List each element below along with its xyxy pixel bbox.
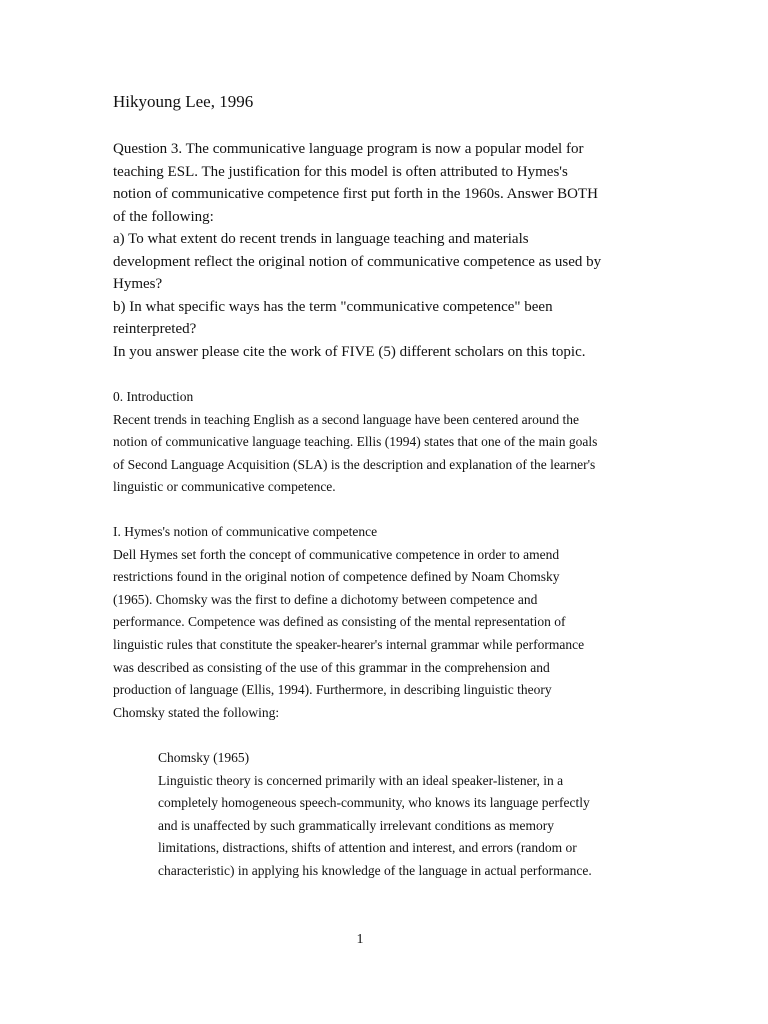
section-heading: 0. Introduction [113,389,194,404]
author-line: Hikyoung Lee, 1996 [113,92,254,111]
question-line: Question 3. The communicative language program is now a popular model for [113,141,584,157]
paragraph-line: linguistic rules that constitute the speaker-hearer's internal grammar while performance [113,636,585,652]
question-line: of the following: [113,208,214,225]
section-heading: I. Hymes's notion of communicative competence [113,524,378,539]
paragraph-line: Dell Hymes set forth the concept of communicative competence in order to amend [113,546,560,562]
quote-line: characteristic) in applying his knowledge of the language in actual performance. [158,862,592,878]
question-line: teaching ESL. The justification for this model is often attributed to Hymes's [113,163,568,180]
introduction-section [113,386,673,499]
quote-source: Chomsky (1965) [158,750,250,765]
quote-line: Linguistic theory is concerned primarily with an ideal speaker-listener, in a [158,772,564,788]
paragraph-line: restrictions found in the original notion of competence defined by Noam Chomsky [113,569,560,585]
paragraph-line: (1965). Chomsky was the first to define a dichotomy between competence and [113,591,538,607]
quote-line: limitations, distractions, shifts of attention and interest, and errors (random or [158,840,577,856]
question-line: development reflect the original notion of communicative competence as used by [113,253,602,270]
hymes-section [113,521,673,724]
question-block [113,138,673,363]
question-line: b) In what specific ways has the term "communicative competence" been [113,298,553,315]
quote-line: and is unaffected by such grammatically irrelevant conditions as memory [158,817,555,833]
paragraph-line: Chomsky stated the following: [113,704,280,720]
block-quote [158,747,658,883]
question-line: notion of communicative competence first put forth in the 1960s. Answer BOTH [113,186,598,202]
paragraph-line: was described as consisting of the use of this grammar in the comprehension and [113,659,550,675]
question-line: reinterpreted? [113,321,197,337]
question-line: a) To what extent do recent trends in language teaching and materials [113,231,529,247]
question-line: In you answer please cite the work of FIVE (5) different scholars on this topic. [113,343,586,360]
paragraph-line: performance. Competence was defined as consisting of the mental representation of [113,614,566,630]
question-line: Hymes? [113,276,163,292]
quote-line: completely homogeneous speech-community, who knows its language perfectly [158,795,590,811]
paragraph-line: linguistic or communicative competence. [113,479,336,495]
paragraph-line: Recent trends in teaching English as a second language have been centered around the [113,411,579,427]
paragraph-line: of Second Language Acquisition (SLA) is the description and explanation of the learner's [113,456,596,472]
paragraph-line: notion of communicative language teaching. Ellis (1994) states that one of the main goals [113,434,598,450]
paragraph-line: production of language (Ellis, 1994). Furthermore, in describing linguistic theory [113,682,552,698]
page-number: 1 [356,932,364,947]
